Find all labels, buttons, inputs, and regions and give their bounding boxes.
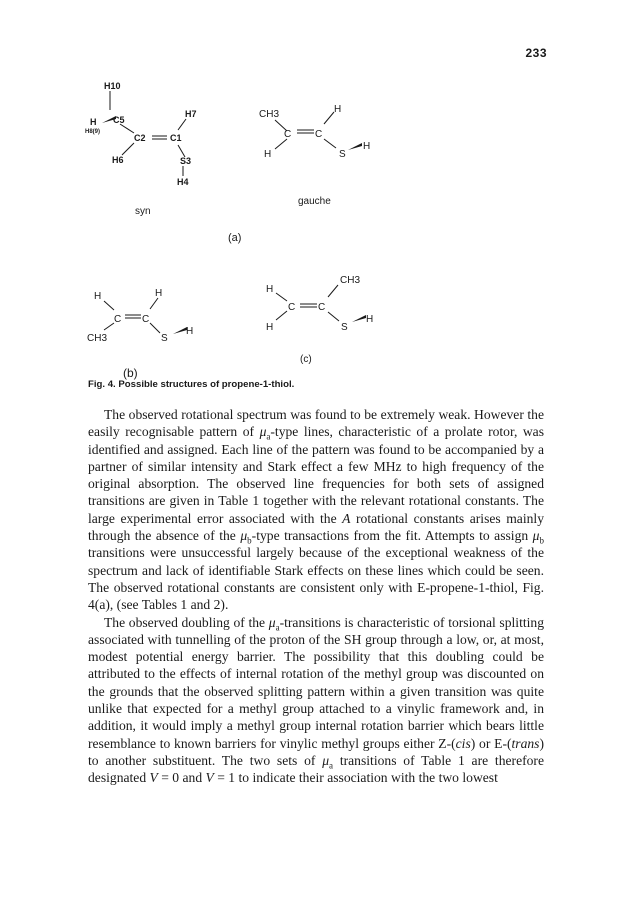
c-atom-c-left: C (288, 302, 296, 313)
b-atom-c-left: C (114, 314, 122, 325)
panel-c-label: (c) (300, 354, 312, 365)
c-atom-s: S (341, 322, 348, 333)
gauche-atom-h-bottom: H (264, 149, 272, 160)
p2-v-1: V (149, 770, 158, 786)
p1-mu-3: μ (532, 528, 540, 544)
gauche-atom-c-right: C (315, 129, 323, 140)
gauche-atom-ch3: CH3 (259, 109, 280, 120)
b-atom-h-top-right: H (155, 288, 163, 299)
syn-atom-h6: H6 (112, 155, 124, 165)
syn-bond-c1-h7 (178, 119, 186, 130)
p2-text-7: = 1 to indicate their association with the two lowest (213, 770, 498, 786)
p1-text-3: rotational constants arises mainly through the absence of the (88, 510, 544, 544)
syn-atom-h10: H10 (104, 81, 121, 91)
b-atom-h-top-left: H (94, 291, 102, 302)
p1-text-1: The observed rotational spectrum was found to be extremely weak. However the easily recognisable pattern of (88, 407, 544, 440)
page-number: 233 (525, 46, 547, 60)
gauche-bond-c-h (275, 139, 287, 149)
p2-text-1: The observed doubling of the (104, 614, 269, 630)
p2-cis: cis (455, 735, 471, 751)
c-atom-ch3: CH3 (340, 275, 361, 286)
gauche-label: gauche (298, 196, 331, 207)
panel-a-label: (a) (228, 232, 242, 244)
syn-bond-c5-c2 (120, 124, 134, 133)
p2-mu-2: μ (322, 752, 330, 768)
syn-atom-h-left: H (90, 117, 97, 127)
c-bond-h-c (276, 293, 287, 301)
c-wedge-s-h (352, 315, 366, 322)
gauche-wedge-s-h (348, 143, 362, 150)
structures-diagram (0, 0, 632, 380)
c-atom-h-bottom: H (266, 322, 274, 333)
syn-atom-s3: S3 (180, 156, 192, 166)
p1-mu-2: μ (240, 528, 248, 544)
b-bond-c-ch3 (104, 323, 114, 330)
gauche-atom-sh-h: H (363, 141, 371, 152)
b-atom-sh-h: H (186, 326, 194, 337)
p2-trans: trans (511, 735, 540, 751)
b-bond-c-s (150, 323, 160, 333)
c-bond-c-h (276, 311, 287, 320)
figure-4 (0, 0, 632, 380)
b-atom-ch3: CH3 (87, 333, 108, 344)
p2-sub-1: a (275, 622, 280, 633)
p2-text-3: ) or E-( (470, 735, 512, 751)
gauche-bond-c-h-top (324, 112, 334, 124)
p1-text-5: transitions were unsuccessful largely because of the exceptional weakness of the spectrum and lack of identifiable Stark effects on these lines which could be seen. The observed rotational constants are consistent only with E-propene-1-thiol, Fig. 4(a), (see Tables 1 and 2). (88, 545, 544, 613)
syn-label: syn (135, 206, 151, 217)
c-bond-c-s (328, 312, 339, 321)
paragraph-1 (88, 406, 544, 614)
c-atom-h-top: H (266, 284, 274, 295)
gauche-bond-c-s (324, 139, 336, 148)
p1-a-constant: A (342, 510, 351, 526)
b-bond-c-h (150, 298, 158, 309)
body-text (88, 406, 544, 787)
syn-bond-c2-h6 (122, 143, 134, 155)
p1-sub-1: a (266, 432, 271, 443)
gauche-atom-h-top: H (334, 104, 342, 115)
p2-text-4: ) to another substituent. The two sets of (88, 735, 544, 768)
gauche-atom-s: S (339, 149, 346, 160)
p2-v-2: V (205, 770, 214, 786)
p2-sub-2: a (329, 760, 334, 771)
b-bond-h-c (104, 301, 114, 310)
syn-atom-h7: H7 (185, 109, 197, 119)
c-bond-c-ch3 (328, 285, 338, 297)
p2-text-5: transitions of Table 1 are therefore designated (88, 752, 544, 786)
gauche-atom-c-left: C (284, 129, 292, 140)
syn-atom-h4: H4 (177, 177, 189, 187)
b-atom-s: S (161, 333, 168, 344)
p1-sub-2: b (247, 535, 252, 546)
syn-atom-h8-9: H8(9) (85, 129, 101, 135)
p2-mu-1: μ (268, 614, 276, 630)
syn-atom-c2: C2 (134, 133, 146, 143)
panel-b-label: (b) (123, 366, 138, 380)
b-wedge-s-h (173, 327, 187, 334)
p1-text-4: -type transactions from the fit. Attempts to assign (251, 528, 533, 544)
syn-atom-c1: C1 (170, 133, 182, 143)
paragraph-2 (88, 614, 544, 787)
p2-text-2: -transitions is characteristic of torsional splitting associated with tunnelling of the proton of the SH group through a low, or, at most, modest potential energy barrier. The possibility that this doubling could be attributed to the effects of internal rotation of the methyl group was discounted on the grounds that the observed splitting pattern within a given transition was quite unlike that expected for a methyl group attached to a vinylic framework and, in addition, it would imply a methyl group internal rotation barrier which bears little resemblance to known barriers for vinylic methyl groups either Z-( (88, 614, 544, 751)
figure-caption: Fig. 4. Possible structures of propene-1-thiol. (88, 379, 295, 390)
syn-atom-c5: C5 (113, 115, 125, 125)
c-atom-c-right: C (318, 302, 326, 313)
p1-sub-3: b (539, 535, 544, 546)
p1-mu-1: μ (259, 424, 267, 440)
p1-text-2: -type lines, characteristic of a prolate rotor, was identified and assigned. Each line of the pattern was found to be accompanied by a partner of similar intensity and Stark effect a few MHz to high frequency of the original absorption. The observed line frequencies for both sets of assigned transitions are given in Table 1 together with the relevant rotational constants. The large experimental error associated with the (88, 424, 545, 526)
c-atom-sh-h: H (366, 314, 374, 325)
b-atom-c-right: C (142, 314, 150, 325)
p2-text-6: = 0 and (157, 770, 206, 786)
